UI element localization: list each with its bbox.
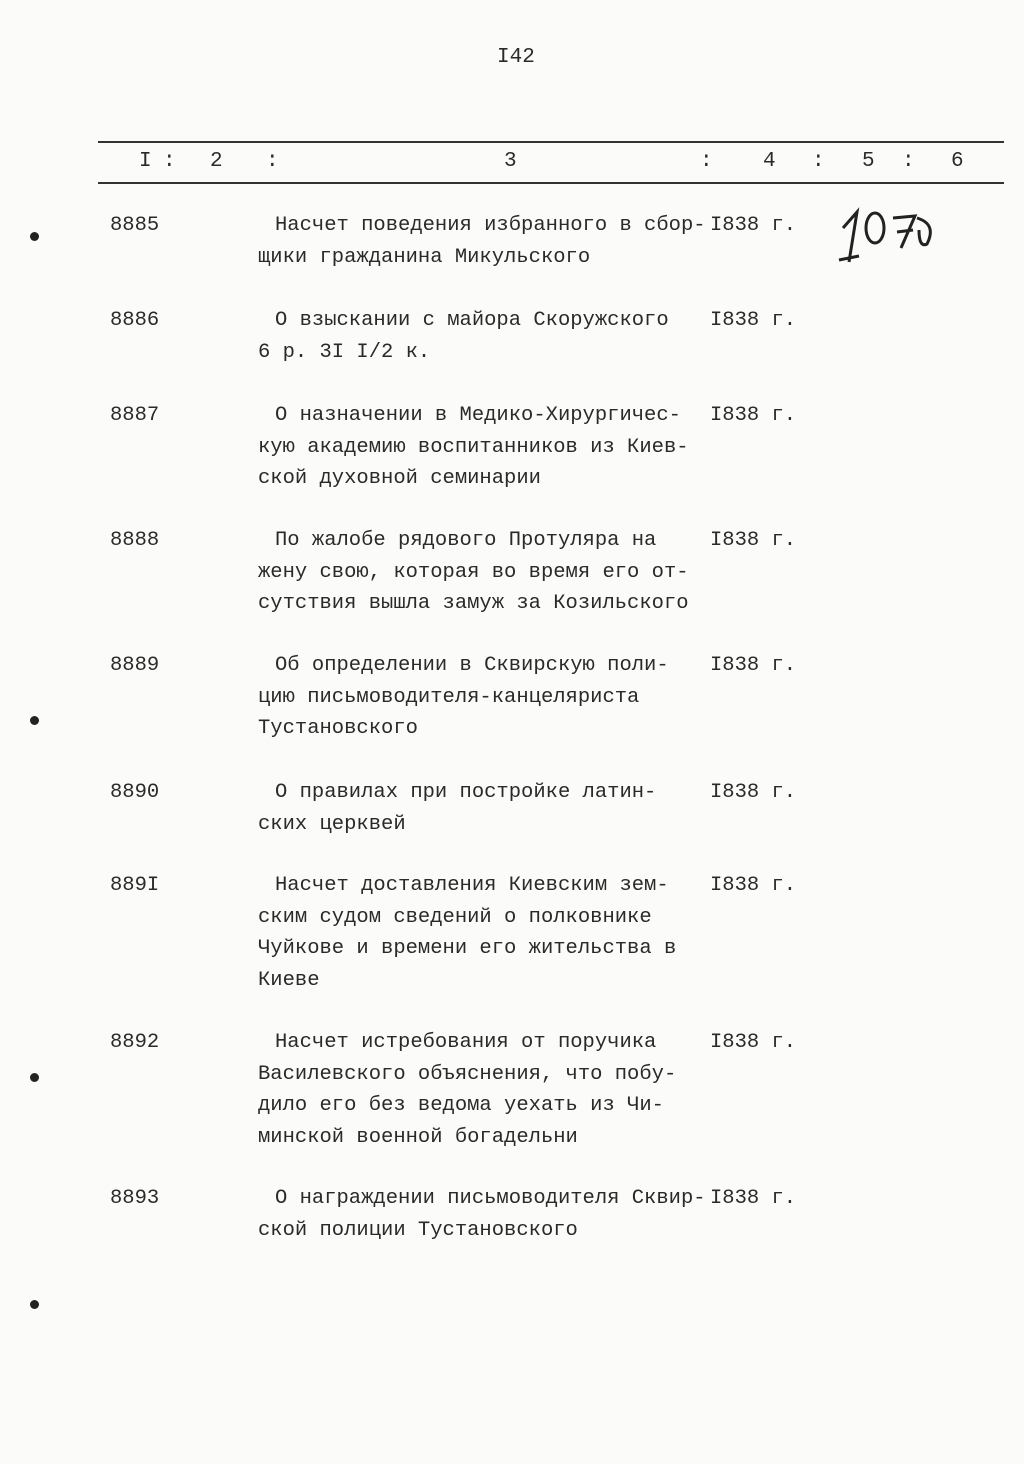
header-col-5: 5 <box>862 150 875 173</box>
header-bottom-rule <box>98 182 1004 184</box>
header-sep: : <box>700 150 713 173</box>
inventory-entry <box>0 309 1024 364</box>
entry-number: 8893 <box>110 1187 160 1210</box>
entry-title-line: щики гражданина Микульского <box>258 245 591 269</box>
entry-title-line: По жалобе рядового Протуляра на <box>275 529 657 552</box>
entry-year: I838 г. <box>710 404 797 427</box>
entry-year: I838 г. <box>710 529 797 552</box>
inventory-entry <box>0 874 1024 992</box>
entry-title-line: О правилах при постройке латин- <box>275 781 657 804</box>
inventory-entry <box>0 1031 1024 1149</box>
inventory-entry <box>0 529 1024 615</box>
entry-title-line: Насчет истребования от поручика <box>275 1031 657 1054</box>
inventory-entry <box>0 404 1024 490</box>
inventory-entry <box>0 654 1024 740</box>
entry-year: I838 г. <box>710 214 797 237</box>
header-top-rule <box>98 141 1004 143</box>
entry-year: I838 г. <box>710 781 797 804</box>
entry-title-line: Чуйкове и времени его жительства в <box>258 937 677 960</box>
punch-hole-mark <box>30 232 39 241</box>
inventory-entry <box>0 781 1024 836</box>
entry-title-line: Насчет доставления Киевским зем- <box>275 874 669 897</box>
entry-title-line: сутствия вышла замуж за Козильского <box>258 592 689 615</box>
entry-title-line: Киеве <box>258 968 320 992</box>
entry-number: 8887 <box>110 404 160 427</box>
header-sep: : <box>812 150 825 173</box>
punch-hole-mark <box>30 716 39 725</box>
entry-title-line: Насчет поведения избранного в сбор- <box>275 214 706 237</box>
entry-year: I838 г. <box>710 1187 797 1210</box>
header-sep: : <box>902 150 915 173</box>
entry-title-line: цию письмоводителя-канцеляриста <box>258 685 640 709</box>
entry-title-line: Тустановского <box>258 717 418 740</box>
entry-title-line: ским судом сведений о полковнике <box>258 905 652 929</box>
entry-title-line: 6 р. 3I I/2 к. <box>258 340 431 364</box>
entry-title-line: минской военной богадельни <box>258 1125 578 1149</box>
punch-hole-mark <box>30 1073 39 1082</box>
entry-title-line: кую академию воспитанников из Киев- <box>258 435 689 459</box>
entry-title-line: О награждении письмоводителя Сквир- <box>275 1187 706 1210</box>
entry-title-line: ских церквей <box>258 812 406 836</box>
entry-title-line: жену свою, которая во время его от- <box>258 560 689 584</box>
entry-title-line: ской духовной семинарии <box>258 467 541 490</box>
entry-title-line: О взыскании с майора Скоружского <box>275 309 669 332</box>
entry-title-line: Василевского объяснения, что побу- <box>258 1062 677 1086</box>
entry-year: I838 г. <box>710 1031 797 1054</box>
entry-number: 8889 <box>110 654 160 677</box>
entry-number: 8892 <box>110 1031 160 1054</box>
header-col-2: 2 <box>210 150 223 173</box>
header-col-6: 6 <box>951 150 964 173</box>
header-sep: : <box>266 150 279 173</box>
entry-number: 889I <box>110 874 160 897</box>
entry-year: I838 г. <box>710 309 797 332</box>
entry-number: 8886 <box>110 309 160 332</box>
header-col-4: 4 <box>763 150 776 173</box>
header-col-1: I <box>139 150 152 173</box>
entry-title-line: дило его без ведома уехать из Чи- <box>258 1094 664 1117</box>
entry-title-line: ской полиции Тустановского <box>258 1218 578 1242</box>
entry-number: 8890 <box>110 781 160 804</box>
entry-number: 8888 <box>110 529 160 552</box>
handwritten-folio-number <box>835 200 945 270</box>
inventory-entry <box>0 214 1024 269</box>
entry-number: 8885 <box>110 214 160 237</box>
entry-title-line: О назначении в Медико-Хирургичес- <box>275 404 681 427</box>
header-sep: : <box>163 150 176 173</box>
punch-hole-mark <box>30 1300 39 1309</box>
inventory-entry <box>0 1187 1024 1242</box>
entry-title-line: Об определении в Сквирскую поли- <box>275 654 669 677</box>
entry-year: I838 г. <box>710 874 797 897</box>
header-col-3: 3 <box>504 150 517 173</box>
page-number: I42 <box>497 46 535 69</box>
entry-year: I838 г. <box>710 654 797 677</box>
